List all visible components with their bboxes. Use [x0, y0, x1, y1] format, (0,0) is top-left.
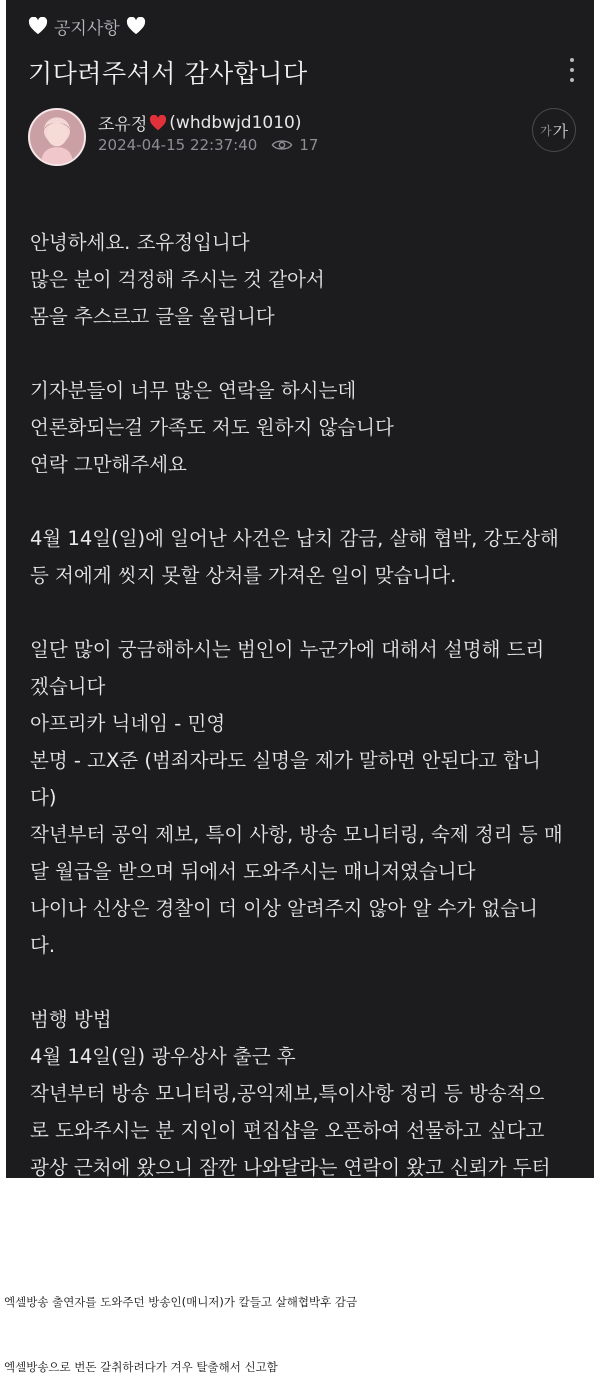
body-line: 안녕하세요. 조유정입니다	[30, 231, 250, 254]
body-line: 나이나 신상은 경찰이 더 이상 알려주지 않아 알 수가 없습니	[30, 897, 538, 920]
author-name: 조유정	[98, 115, 148, 135]
body-line: 등 저에게 씻지 못할 상처를 가져온 일이 맞습니다.	[30, 564, 457, 587]
body-line: 광상 근처에 왔으니 잠깐 나와달라는 연락이 왔고 신뢰가 두터	[30, 1156, 551, 1178]
paragraph-gap	[30, 964, 580, 1001]
body-line: 아프리카 닉네임 - 민영	[30, 712, 226, 735]
font-size-large-label: 가	[552, 121, 569, 141]
category-text: 공지사항	[54, 18, 120, 39]
category-label[interactable]	[28, 12, 146, 40]
body-line: 많은 분이 걱정해 주시는 것 같아서	[30, 268, 325, 291]
view-count: 17	[299, 136, 319, 154]
body-line: 범행 방법	[30, 1008, 112, 1031]
author-line[interactable]	[98, 110, 302, 135]
red-heart-icon	[149, 115, 167, 131]
body-line: 작년부터 공익 제보, 특이 사항, 방송 모니터링, 숙제 정리 등 매	[30, 823, 563, 846]
white-heart-icon	[126, 17, 146, 35]
body-line: 다.	[30, 934, 56, 957]
post-meta	[98, 136, 318, 154]
body-line: 연락 그만해주세요	[30, 453, 187, 476]
paragraph-gap	[30, 335, 580, 372]
body-line: 본명 - 고X준 (범죄자라도 실명을 제가 말하면 안된다고 합니	[30, 749, 541, 772]
paragraph-gap	[30, 483, 580, 520]
body-line: 4월 14일(일) 광우상사 출근 후	[30, 1045, 296, 1068]
body-line: 달 월급을 받으며 뒤에서 도와주시는 매니저였습니다	[30, 860, 476, 883]
post-body	[30, 224, 580, 1178]
post-title: 기다려주셔서 감사합니다	[28, 59, 308, 88]
body-line: 로 도와주시는 분 지인이 편집샵을 오픈하여 선물하고 싶다고	[30, 1119, 545, 1142]
author-id: (whdbwjd1010)	[169, 112, 302, 133]
font-size-small-label: 가	[539, 123, 552, 138]
body-line: 겠습니다	[30, 675, 106, 698]
body-line: 4월 14일(일)에 일어난 사건은 납치 감금, 살해 협박, 강도상해	[30, 527, 559, 550]
caption-2: 엑셀방송으로 번돈 갈취하려다가 겨우 탈출해서 신고함	[4, 1360, 278, 1374]
body-line: 다)	[30, 786, 57, 809]
body-line: 일단 많이 궁금해하시는 범인이 누군가에 대해서 설명해 드리	[30, 638, 545, 661]
more-options-icon[interactable]	[568, 58, 576, 82]
body-line: 기자분들이 너무 많은 연락을 하시는데	[30, 379, 357, 402]
paragraph-gap	[30, 594, 580, 631]
font-size-button[interactable]	[532, 108, 576, 152]
body-line: 언론화되는걸 가족도 저도 원하지 않습니다	[30, 416, 394, 439]
caption-1: 엑셀방송 출연자를 도와주던 방송인(매니저)가 칼들고 살해협박후 감금	[4, 1295, 358, 1309]
author-avatar[interactable]	[28, 108, 86, 166]
post-date: 2024-04-15 22:37:40	[98, 136, 258, 154]
body-line: 작년부터 방송 모니터링,공익제보,특이사항 정리 등 방송적으	[30, 1082, 545, 1105]
white-heart-icon	[28, 17, 48, 35]
body-line: 몸을 추스르고 글을 올립니다	[30, 305, 275, 328]
post-screenshot	[6, 0, 594, 1178]
eye-icon	[271, 138, 293, 152]
